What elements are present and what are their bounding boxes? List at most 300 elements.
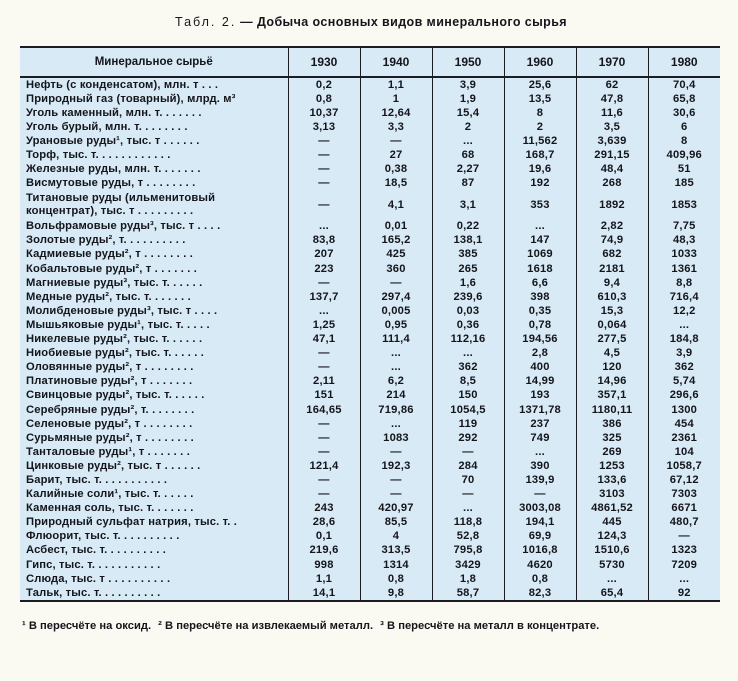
cell-value: 998: [288, 558, 360, 572]
cell-value: —: [648, 530, 720, 544]
cell-value: 30,6: [648, 106, 720, 120]
cell-value: 82,3: [504, 586, 576, 601]
cell-value: —: [360, 134, 432, 148]
cell-value: 269: [576, 445, 648, 459]
cell-value: 716,4: [648, 290, 720, 304]
cell-value: 0,22: [432, 220, 504, 234]
cell-value: 1510,6: [576, 544, 648, 558]
table-row: [20, 431, 720, 445]
cell-value: —: [360, 445, 432, 459]
cell-value: 6: [648, 120, 720, 134]
cell-value: 1253: [576, 459, 648, 473]
cell-value: 6,2: [360, 375, 432, 389]
row-label: Уголь бурый, млн. т. . . . . . . .: [26, 120, 188, 133]
cell-value: 1,8: [432, 572, 504, 586]
header-mineral: Минеральное сырьё: [20, 47, 288, 77]
row-label: Серебряные руды², т. . . . . . . .: [26, 403, 195, 416]
cell-value: —: [288, 134, 360, 148]
cell-value: 62: [576, 77, 648, 92]
cell-value: 1,25: [288, 318, 360, 332]
cell-value: 357,1: [576, 389, 648, 403]
cell-value: 124,3: [576, 530, 648, 544]
cell-value: 14,1: [288, 586, 360, 601]
row-label: Молибденовые руды³, тыс. т . . . .: [26, 304, 218, 317]
cell-value: 52,8: [432, 530, 504, 544]
cell-value: —: [288, 431, 360, 445]
row-label: Ниобиевые руды², тыс. т. . . . . .: [26, 347, 205, 360]
cell-value: 0,01: [360, 220, 432, 234]
row-label: Флюорит, тыс. т. . . . . . . . . .: [26, 530, 180, 543]
row-label: Железные руды, млн. т. . . . . . .: [26, 163, 201, 176]
cell-value: 10,37: [288, 106, 360, 120]
row-label: Цинковые руды², тыс. т . . . . . .: [26, 459, 201, 472]
cell-value: 151: [288, 389, 360, 403]
row-label: Никелевые руды², тыс. т. . . . . .: [26, 333, 203, 346]
header-year: 1980: [648, 47, 720, 77]
row-label: Торф, тыс. т. . . . . . . . . . . .: [26, 149, 171, 162]
table-row: [20, 234, 720, 248]
cell-value: 362: [648, 361, 720, 375]
cell-value: 133,6: [576, 473, 648, 487]
cell-value: —: [504, 488, 576, 502]
cell-value: 0,8: [360, 572, 432, 586]
table-row: [20, 177, 720, 191]
cell-value: 284: [432, 459, 504, 473]
table-row: [20, 516, 720, 530]
row-label: Слюда, тыс. т . . . . . . . . . .: [26, 572, 171, 585]
cell-value: 237: [504, 417, 576, 431]
cell-value: 58,7: [432, 586, 504, 601]
table-row: [20, 304, 720, 318]
row-label: Танталовые руды¹, т . . . . . . .: [26, 445, 190, 458]
cell-value: ...: [360, 347, 432, 361]
cell-value: 2361: [648, 431, 720, 445]
cell-value: 8: [648, 134, 720, 148]
cell-value: 47,8: [576, 92, 648, 106]
cell-value: 6671: [648, 502, 720, 516]
table-row: [20, 361, 720, 375]
table-row: [20, 586, 720, 601]
cell-value: 1,1: [288, 572, 360, 586]
cell-value: 0,8: [288, 92, 360, 106]
cell-value: 120: [576, 361, 648, 375]
row-label: Нефть (с конденсатом), млн. т . . .: [26, 78, 219, 91]
cell-value: 243: [288, 502, 360, 516]
cell-value: 48,3: [648, 234, 720, 248]
cell-value: —: [288, 361, 360, 375]
cell-value: ...: [432, 347, 504, 361]
cell-value: 9,4: [576, 276, 648, 290]
cell-value: 12,64: [360, 106, 432, 120]
row-label: Калийные соли¹, тыс. т. . . . . .: [26, 488, 194, 501]
cell-value: 480,7: [648, 516, 720, 530]
table-row: [20, 445, 720, 459]
cell-value: 51: [648, 163, 720, 177]
cell-value: 1853: [648, 191, 720, 220]
cell-value: 219,6: [288, 544, 360, 558]
cell-value: 0,36: [432, 318, 504, 332]
cell-value: 425: [360, 248, 432, 262]
table-row: [20, 148, 720, 162]
cell-value: 3103: [576, 488, 648, 502]
table-row: [20, 134, 720, 148]
row-label: Природный сульфат натрия, тыс. т. .: [26, 516, 238, 529]
cell-value: 150: [432, 389, 504, 403]
cell-value: 0,38: [360, 163, 432, 177]
table-number: Табл. 2.: [175, 15, 237, 29]
cell-value: 8: [504, 106, 576, 120]
cell-value: 1323: [648, 544, 720, 558]
header-year: 1940: [360, 47, 432, 77]
cell-value: 409,96: [648, 148, 720, 162]
cell-value: 137,7: [288, 290, 360, 304]
cell-value: 4620: [504, 558, 576, 572]
cell-value: ...: [360, 361, 432, 375]
table-row: [20, 77, 720, 92]
cell-value: 1892: [576, 191, 648, 220]
cell-value: —: [288, 148, 360, 162]
minerals-table: [20, 46, 720, 602]
cell-value: 2,27: [432, 163, 504, 177]
cell-value: 47,1: [288, 333, 360, 347]
table-title: [20, 14, 722, 30]
table-row: [20, 502, 720, 516]
cell-value: 193: [504, 389, 576, 403]
cell-value: 70: [432, 473, 504, 487]
header-year: 1970: [576, 47, 648, 77]
cell-value: 1618: [504, 262, 576, 276]
cell-value: 398: [504, 290, 576, 304]
cell-value: 192,3: [360, 459, 432, 473]
cell-value: 121,4: [288, 459, 360, 473]
cell-value: 168,7: [504, 148, 576, 162]
table-row: [20, 558, 720, 572]
header-year: 1960: [504, 47, 576, 77]
cell-value: 13,5: [504, 92, 576, 106]
cell-value: 4,1: [360, 191, 432, 220]
cell-value: 119: [432, 417, 504, 431]
cell-value: 138,1: [432, 234, 504, 248]
cell-value: 313,5: [360, 544, 432, 558]
cell-value: 291,15: [576, 148, 648, 162]
cell-value: 4861,52: [576, 502, 648, 516]
cell-value: 1016,8: [504, 544, 576, 558]
cell-value: 3003,08: [504, 502, 576, 516]
cell-value: 0,35: [504, 304, 576, 318]
cell-value: 118,8: [432, 516, 504, 530]
table-row: [20, 459, 720, 473]
cell-value: ...: [432, 134, 504, 148]
cell-value: 67,12: [648, 473, 720, 487]
cell-value: 194,56: [504, 333, 576, 347]
cell-value: 147: [504, 234, 576, 248]
cell-value: 454: [648, 417, 720, 431]
cell-value: 360: [360, 262, 432, 276]
footnotes: [20, 618, 722, 634]
cell-value: 184,8: [648, 333, 720, 347]
header-year: 1950: [432, 47, 504, 77]
cell-value: 111,4: [360, 333, 432, 347]
cell-value: 6,6: [504, 276, 576, 290]
table-row: [20, 106, 720, 120]
cell-value: 5730: [576, 558, 648, 572]
row-label: Оловянные руды², т . . . . . . . .: [26, 361, 194, 374]
row-label: Селеновые руды², т . . . . . . . .: [26, 417, 193, 430]
cell-value: 9,8: [360, 586, 432, 601]
row-label: Мышьяковые руды¹, тыс. т. . . . .: [26, 318, 210, 331]
cell-value: —: [288, 347, 360, 361]
table-row: [20, 417, 720, 431]
cell-value: 400: [504, 361, 576, 375]
cell-value: ...: [648, 318, 720, 332]
table-row: [20, 403, 720, 417]
cell-value: 104: [648, 445, 720, 459]
cell-value: 1314: [360, 558, 432, 572]
cell-value: 2,8: [504, 347, 576, 361]
cell-value: 297,4: [360, 290, 432, 304]
row-label: Уголь каменный, млн. т. . . . . . .: [26, 106, 202, 119]
cell-value: ...: [360, 417, 432, 431]
cell-value: —: [288, 417, 360, 431]
cell-value: 2: [504, 120, 576, 134]
cell-value: 296,6: [648, 389, 720, 403]
cell-value: ...: [432, 502, 504, 516]
cell-value: 0,03: [432, 304, 504, 318]
cell-value: 3,1: [432, 191, 504, 220]
row-label: Сурьмяные руды², т . . . . . . . .: [26, 431, 194, 444]
cell-value: 682: [576, 248, 648, 262]
cell-value: —: [432, 488, 504, 502]
cell-value: 19,6: [504, 163, 576, 177]
footnote: ¹ В пересчёте на оксид.: [22, 620, 152, 633]
cell-value: 0,95: [360, 318, 432, 332]
table-row: [20, 290, 720, 304]
cell-value: ...: [504, 445, 576, 459]
cell-value: 1361: [648, 262, 720, 276]
row-label: Каменная соль, тыс. т. . . . . . .: [26, 502, 194, 515]
cell-value: —: [288, 276, 360, 290]
cell-value: 610,3: [576, 290, 648, 304]
cell-value: —: [360, 488, 432, 502]
cell-value: 386: [576, 417, 648, 431]
table-row: [20, 473, 720, 487]
cell-value: 69,9: [504, 530, 576, 544]
table-row: [20, 333, 720, 347]
row-label: Титановые руды (ильменитовый концентрат), тыс. т . . . . . . . . .: [26, 191, 216, 218]
cell-value: 165,2: [360, 234, 432, 248]
row-label: Вольфрамовые руды³, тыс. т . . . .: [26, 220, 221, 233]
cell-value: 68: [432, 148, 504, 162]
footnote: ² В пересчёте на извлекаемый металл.: [158, 620, 374, 633]
cell-value: 194,1: [504, 516, 576, 530]
row-label: Магниевые руды³, тыс. т. . . . . .: [26, 276, 203, 289]
cell-value: 390: [504, 459, 576, 473]
row-label: Кадмиевые руды², т . . . . . . . .: [26, 248, 193, 261]
cell-value: 3,639: [576, 134, 648, 148]
cell-value: 2: [432, 120, 504, 134]
row-label: Тальк, тыс. т. . . . . . . . . .: [20, 586, 288, 601]
cell-value: —: [360, 473, 432, 487]
table-row: [20, 572, 720, 586]
cell-value: 0,1: [288, 530, 360, 544]
cell-value: 0,8: [504, 572, 576, 586]
cell-value: 445: [576, 516, 648, 530]
row-label: Платиновые руды², т . . . . . . .: [26, 375, 193, 388]
cell-value: 223: [288, 262, 360, 276]
cell-value: 83,8: [288, 234, 360, 248]
cell-value: 48,4: [576, 163, 648, 177]
cell-value: —: [288, 473, 360, 487]
cell-value: 28,6: [288, 516, 360, 530]
table-row: [20, 262, 720, 276]
table-caption: — Добыча основных видов минерального сырья: [240, 15, 567, 29]
cell-value: 1083: [360, 431, 432, 445]
cell-value: 1069: [504, 248, 576, 262]
row-label: Золотые руды², т. . . . . . . . . .: [26, 234, 186, 247]
cell-value: ...: [576, 572, 648, 586]
table-row: [20, 488, 720, 502]
cell-value: 65,8: [648, 92, 720, 106]
cell-value: 749: [504, 431, 576, 445]
table-row: [20, 276, 720, 290]
cell-value: 1300: [648, 403, 720, 417]
cell-value: 7209: [648, 558, 720, 572]
table-row: [20, 530, 720, 544]
table-row: [20, 389, 720, 403]
cell-value: 1033: [648, 248, 720, 262]
cell-value: 265: [432, 262, 504, 276]
cell-value: 0,064: [576, 318, 648, 332]
cell-value: 15,4: [432, 106, 504, 120]
cell-value: 2181: [576, 262, 648, 276]
cell-value: —: [288, 163, 360, 177]
cell-value: 74,9: [576, 234, 648, 248]
row-label: Медные руды², тыс. т. . . . . . .: [26, 290, 191, 303]
table-row: [20, 347, 720, 361]
cell-value: 1,1: [360, 77, 432, 92]
cell-value: 3,9: [648, 347, 720, 361]
cell-value: 92: [648, 586, 720, 601]
cell-value: 27: [360, 148, 432, 162]
cell-value: 70,4: [648, 77, 720, 92]
cell-value: 25,6: [504, 77, 576, 92]
header-row: [20, 47, 720, 77]
cell-value: 4,5: [576, 347, 648, 361]
cell-value: ...: [288, 220, 360, 234]
cell-value: 139,9: [504, 473, 576, 487]
cell-value: 185: [648, 177, 720, 191]
row-label: Природный газ (товарный), млрд. м³: [26, 92, 236, 105]
header-year: 1930: [288, 47, 360, 77]
cell-value: 7,75: [648, 220, 720, 234]
footnote: ³ В пересчёте на металл в концентрате.: [380, 620, 600, 633]
cell-value: 1,9: [432, 92, 504, 106]
row-label: Урановые руды¹, тыс. т . . . . . .: [26, 134, 200, 147]
cell-value: 3,5: [576, 120, 648, 134]
table-row: [20, 318, 720, 332]
cell-value: 420,97: [360, 502, 432, 516]
cell-value: 795,8: [432, 544, 504, 558]
cell-value: 1054,5: [432, 403, 504, 417]
cell-value: 11,6: [576, 106, 648, 120]
row-label: Барит, тыс. т. . . . . . . . . . .: [26, 473, 168, 486]
table-row: [20, 248, 720, 262]
table-row: [20, 375, 720, 389]
cell-value: —: [288, 177, 360, 191]
row-label: Висмутовые руды, т . . . . . . . .: [26, 177, 196, 190]
cell-value: 3,9: [432, 77, 504, 92]
cell-value: —: [288, 488, 360, 502]
cell-value: 1: [360, 92, 432, 106]
row-label: Гипс, тыс. т. . . . . . . . . . .: [26, 558, 161, 571]
cell-value: 1,6: [432, 276, 504, 290]
cell-value: 14,99: [504, 375, 576, 389]
cell-value: 164,65: [288, 403, 360, 417]
cell-value: 353: [504, 191, 576, 220]
cell-value: 362: [432, 361, 504, 375]
table-row: [20, 544, 720, 558]
cell-value: ...: [288, 304, 360, 318]
cell-value: 85,5: [360, 516, 432, 530]
cell-value: 15,3: [576, 304, 648, 318]
cell-value: 719,86: [360, 403, 432, 417]
cell-value: 325: [576, 431, 648, 445]
cell-value: 239,6: [432, 290, 504, 304]
row-label: Свинцовые руды², тыс. т. . . . . .: [26, 389, 205, 402]
cell-value: —: [360, 276, 432, 290]
cell-value: 2,11: [288, 375, 360, 389]
cell-value: 8,5: [432, 375, 504, 389]
cell-value: 0,005: [360, 304, 432, 318]
cell-value: 385: [432, 248, 504, 262]
cell-value: 277,5: [576, 333, 648, 347]
cell-value: 0,2: [288, 77, 360, 92]
cell-value: 11,562: [504, 134, 576, 148]
cell-value: 4: [360, 530, 432, 544]
cell-value: 268: [576, 177, 648, 191]
cell-value: 1371,78: [504, 403, 576, 417]
cell-value: ...: [648, 572, 720, 586]
cell-value: 87: [432, 177, 504, 191]
table-row: [20, 163, 720, 177]
cell-value: 3429: [432, 558, 504, 572]
cell-value: 0,78: [504, 318, 576, 332]
cell-value: 3,3: [360, 120, 432, 134]
cell-value: ...: [504, 220, 576, 234]
cell-value: 3,13: [288, 120, 360, 134]
cell-value: 192: [504, 177, 576, 191]
cell-value: 2,82: [576, 220, 648, 234]
row-label: Кобальтовые руды², т . . . . . . .: [26, 262, 198, 275]
table-row: [20, 191, 720, 220]
cell-value: 292: [432, 431, 504, 445]
cell-value: 12,2: [648, 304, 720, 318]
cell-value: 1180,11: [576, 403, 648, 417]
table-row: [20, 120, 720, 134]
table-row: [20, 92, 720, 106]
cell-value: 1058,7: [648, 459, 720, 473]
row-label: Асбест, тыс. т. . . . . . . . . .: [26, 544, 167, 557]
cell-value: 7303: [648, 488, 720, 502]
cell-value: 65,4: [576, 586, 648, 601]
cell-value: —: [288, 191, 360, 220]
cell-value: 207: [288, 248, 360, 262]
table-row: [20, 220, 720, 234]
cell-value: —: [288, 445, 360, 459]
cell-value: 14,96: [576, 375, 648, 389]
cell-value: 112,16: [432, 333, 504, 347]
cell-value: 18,5: [360, 177, 432, 191]
